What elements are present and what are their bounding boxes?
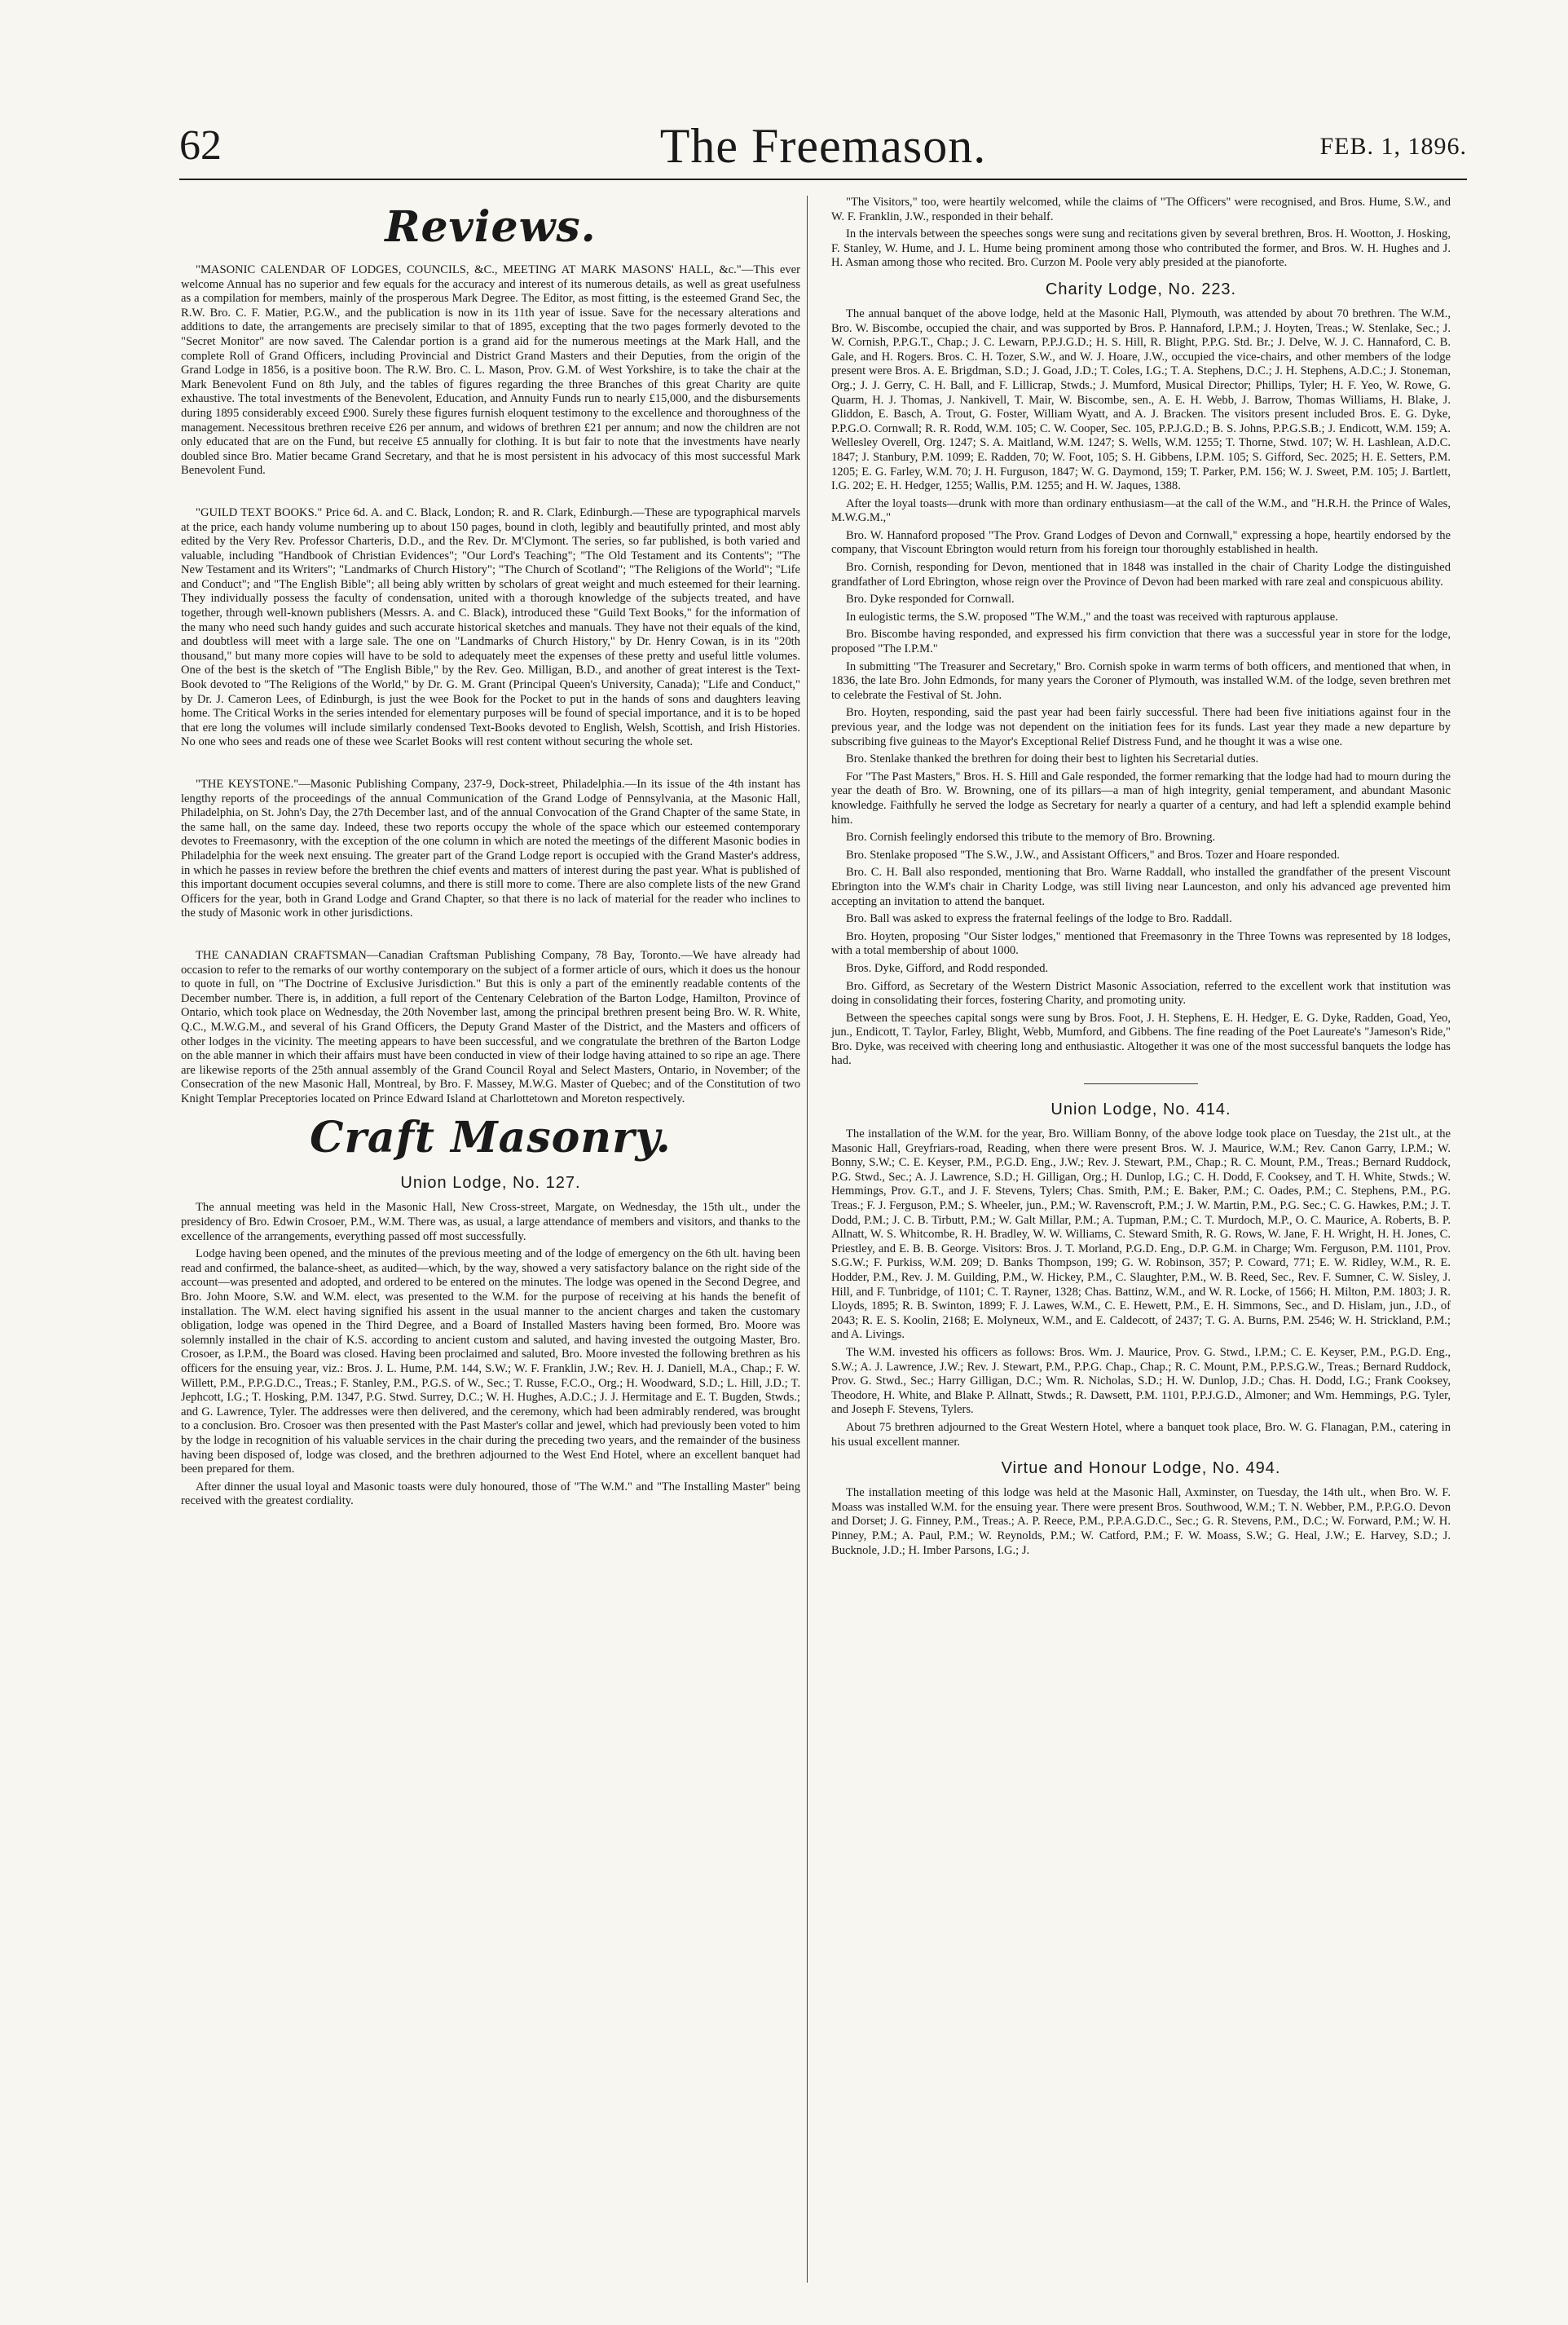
article-paragraph: The installation of the W.M. for the year, Bro. William Bonny, of the above lodge took place on Tuesday, the 21st ult., at the Masonic Hall, Greyfriars-road, Reading, when there were present Bros. W. J. Maurice, W.M.; Rev. Canon Garry, I.P.M.; W. Bonny, S.W.; C. E. Keyser, P.M., P.G.D. Eng., J.W.; Rev. J. Stewart, P.M., Chap.; R. C. Mount, P.M., Treas.; Bernard Ruddock, P.G. Stwd., Sec.; A. J. Lawrence, S.D.; H. Gilligan, Org.; H. Dunlop, I.G.; C. H. Dodd, F. Cooksey, and T. H. White, Stwds.; W. Hemmings, Prov. G.T., and J. F. Stevens, Tylers; Chas. Smith, P.M.; E. Baker, P.M.; C. Oades, P.M.; C. Stephens, P.M., P.G. Treas.; F. J. Ferguson, P.M.; S. Wheeler, jun., P.M.; W. Ravenscroft, P.M.; J. W. Martin, P.M., P.G. Sec.; C. G. Hawkes, P.M.; J. T. Dodd, P.M.; J. C. B. Tirbutt, P.M.; W. Galt Millar, P.M.; A. Tupman, P.M.; C. T. Murdoch, M.P., O. C. Maurice, A. Roberts, B. P. Allnatt, W. S. Whitcombe, R. H. Bradley, W. W. Williams, C. Steward Smith, R. G. Rows, W. Jane, F. H. Wright, H. H. Jones, C. Priestley, and E. B. B. George. Visitors: Bros. J. T. Morland, P.G.D. Eng., D.P. G.M. in Charge; Wm. Ferguson, P.M. 1101, Prov. S.G.W.; F. Purkiss, W.M. 209; D. Banks Thompson, 199; G. W. Robinson, 357; P. Coward, 771; E. W. Ridley, W.M., R. E. Hodder, P.M., Rev. J. M. Guilding, P.M., W. Hickey, P.M., C. Slaughter, P.M., W. B. Reed, Sec., Rev. F. Sumner, C. W. Sisley, J. Hill, and F. Tunbridge, of 1101; C. T. Rayner, 1328; Chas. Battinz, W.M., and W. R. Locke, of 1566; H. Milton, P.M. 1803; J. R. Lloyds, 1895; R. B. Swinton, 1899; F. J. Lawes, W.M., C. E. Hewett, P.M., E. H. Simmons, Sec., and D. Hislam, jun., J.D., of 2043; R. E. S. Koolin, 2168; E. Molyneux, W.M., and E. Caldecott, of 2437; T. G. A. Burns, P.M. 2546; W. H. Strickland, P.M.; and A. Livings. [831,1127,1451,1342]
reviews-heading: Reviews. [385,202,597,252]
article-paragraph: The annual banquet of the above lodge, held at the Masonic Hall, Plymouth, was attended by about 70 brethren. The W.M., Bro. W. Biscombe, occupied the chair, and was supported by Bros. P. Hannaford, I.P.M.; J. Hoyten, Treas.; W. Stenlake, Sec.; J. W. Cornish, P.P.G.T., Chap.; J. C. Lewarn, P.P.J.G.D.; H. S. Hill, R. Blight, P.P.G. Std. Br.; J. Delve, W. J. C. Hannaford, C. B. Gale, and H. Rogers. Bros. C. H. Tozer, S.W., and W. J. Hoare, J.W., occupied the vice-chairs, and other members of the lodge present were Bros. A. E. Brigdman, S.D.; J. Goad, J.D.; T. Coles, I.G.; T. A. Stephens, D.C.; J. H. Stephens, A.D.C.; J. Stoneman, Org.; J. J. Gerry, C. H. Ball, and F. Lillicrap, Stwds.; J. Mumford, Musical Director; Phillips, Tyler; H. F. Yeo, W. Rowe, G. Quarm, H. J. Thomas, J. Nankivell, T. Mair, W. Biscombe, sen., A. E. H. Webb, J. Barrow, Thomas Williams, H. Blake, J. Gliddon, E. Basch, A. Trout, G. Foster, William Wyatt, and A. J. Bracken. The visitors present included Bros. E. G. Dyke, P.P.G.O. Cornwall; R. R. Rodd, W.M. 105; C. W. Cooper, Sec. 105, P.P.J.G.D.; B. S. Johns, P.P.G.S.B.; J. Endicott, W.M. 159; A. Wellesley Overell, Org. 1247; S. A. Maitland, W.M. 1247; S. Wells, W.M. 1255; T. Thorne, Stwd. 107; W. H. Lashlean, A.D.C. 1847; J. Stanbury, P.M. 1099; E. Radden, 70; W. Foot, 105; S. H. Gibbens, I.P.M. 105; S. Gifford, Sec. 2025; H. E. Setters, P.M. 1205; E. G. Farley, W.M. 70; J. H. Furguson, 1847; W. G. Daymond, 159; T. Parker, P.M. 156; W. J. Sweet, P.M. 105; J. Bartlett, I.G. 202; E. H. Hedger, 1255; Wallis, P.M. 1255; and H. W. Jaques, 1388. [831,307,1451,493]
article-paragraph: Bro. C. H. Ball also responded, mentioning that Bro. Warne Raddall, who installed the grandfather of the present Viscount Ebrington into the W.M's chair in Charity Lodge, was still living near Launceston, and only his advanced age prevented him accepting an invitation to attend the banquet. [831,866,1451,908]
article-paragraph: Bro. Biscombe having responded, and expressed his firm conviction that there was a successful year in store for the lodge, proposed "The I.P.M." [831,628,1451,656]
section-rule [1084,1083,1198,1084]
article-paragraph: Bro. Cornish feelingly endorsed this tribute to the memory of Bro. Browning. [846,831,1216,845]
article-paragraph: In submitting "The Treasurer and Secretary," Bro. Cornish spoke in warm terms of both officers, and mentioned that when, in 1836, the late Bro. John Edmonds, for many years the Coroner of Plymouth, was installed W.M. of the lodge, seven brethren met to celebrate the Festival of St. John. [831,660,1451,702]
article-paragraph: The installation meeting of this lodge was held at the Masonic Hall, Axminster, on Tuesday, the 14th ult., when Bro. W. F. Moass was installed W.M. for the ensuing year. There were present Bros. Southwood, W.M.; T. N. Webber, P.M., P.P.G.O. Devon and Dorset; J. G. Finney, P.M., Treas.; A. P. Reece, P.M., P.P.A.G.D.C., Sec.; G. R. Stevens, P.M., D.C.; W. Forward, P.M.; W. H. Pinney, P.M.; A. Paul, P.M.; W. Reynolds, P.M.; W. Catford, P.M.; F. W. Moass, S.W.; G. Heal, J.W.; E. Harvey, S.D.; J. Bucknole, J.D.; H. Imber Parsons, I.G.; J. [831,1486,1451,1557]
article-paragraph: The annual meeting was held in the Masonic Hall, New Cross-street, Margate, on Wednesday, the 15th ult., under the presidency of Bro. Edwin Crosoer, P.M., W.M. There was, as usual, a large attendance of members and visitors, and thanks to the excellence of the arrangements, everything passed off most successfully. [181,1201,800,1243]
article-paragraph: "The Visitors," too, were heartily welcomed, while the claims of "The Officers" were recognised, and Bros. Hume, S.W., and W. F. Franklin, J.W., responded in their behalf. [831,196,1451,223]
article-paragraph: Bro. Hoyten, responding, said the past year had been fairly successful. There had been five initiations against four in the previous year, and the lodge was not dependent on the initiation fees for its funds. Last year they made a new departure by subscribing five guineas to the Mayor's Exceptional Relief Distress Fund, and he thought it was a wise one. [831,706,1451,748]
article-paragraph: In the intervals between the speeches songs were sung and recitations given by several brethren, Bros. H. Wootton, J. Hosking, F. Stanley, W. Hume, and J. L. Hume being prominent among those who contributed the former, and Bros. W. H. Hughes and J. H. Asman among those who recited. Bro. Curzon M. Poole very ably presided at the pianoforte. [831,227,1451,270]
article-paragraph: Bro. Hoyten, proposing "Our Sister lodges," mentioned that Freemasonry in the Three Towns was represented by 18 lodges, with a total membership of about 1000. [831,929,1451,958]
newspaper-title: The Freemason. [659,119,987,173]
section-heading: Virtue and Honour Lodge, No. 494. [1001,1459,1281,1478]
left-column [181,196,800,1512]
article-paragraph: For "The Past Masters," Bros. H. S. Hill and Gale responded, the former remarking that the lodge had had to mourn during the year the death of Bro. W. Browning, one of its pillars—a man of high integrity, genial temperament, and abundant Masonic knowledge. Faithfully he served the lodge as Secretary for nearly a quarter of a century, and had left a splendid example behind him. [831,770,1451,827]
page-number: 62 [179,122,222,169]
section-heading: Union Lodge, No. 127. [400,1174,581,1193]
column-divider [807,196,808,2283]
issue-date: FEB. 1, 1896. [1319,133,1467,160]
article-paragraph: Bro. Stenlake proposed "The S.W., J.W., and Assistant Officers," and Bros. Tozer and Hoare responded. [846,848,1340,862]
article-paragraph: Bros. Dyke, Gifford, and Rodd responded. [846,961,1049,975]
masthead [179,118,1467,183]
article-paragraph: After dinner the usual loyal and Masonic toasts were duly honoured, those of "The W.M." and "The Installing Master" being received with the greatest cordiality. [181,1480,800,1508]
review-paragraph: "THE KEYSTONE."—Masonic Publishing Company, 237-9, Dock-street, Philadelphia.—In its issue of the 4th instant has lengthy reports of the proceedings of the annual Communication of the Grand Lodge of Pennsylvania, at the Masonic Hall, Philadelphia, on St. John's Day, the 27th December last, and of the annual Convocation of the Grand Chapter of the same State, in the same hall, on the same day. Indeed, these two reports occupy the whole of the space which our esteemed contemporary devotes to Freemasonry, with the exception of the one column in which are noted the meetings of the different Masonic bodies in Philadelphia for the week next ensuing. The greater part of the Grand Lodge report is occupied with the Grand Master's address, in which he passes in review before the brethren the chief events and matters of interest during the past year. What is published of this important document occupies several columns, and there is still more to come. There are also complete lists of the new Grand Officers for the year, both in Grand Lodge and Grand Chapter, so that there is no lack of material for the reader who inclines to the study of Masonic work in other jurisdictions. [181,778,800,920]
article-paragraph: In eulogistic terms, the S.W. proposed "The W.M.," and the toast was received with rapturous applause. [846,610,1338,624]
craft-masonry-heading: Craft Masonry. [310,1113,672,1163]
review-paragraph: THE CANADIAN CRAFTSMAN—Canadian Craftsman Publishing Company, 78 Bay, Toronto.—We have already had occasion to refer to the remarks of our worthy contemporary on the subject of a former article of ours, which it does us the honour to quote in full, on "The Doctrine of Exclusive Jurisdiction." But this is only a part of the eminently readable contents of the December number. There is, in addition, a full report of the Centenary Celebration of the Barton Lodge, Hamilton, Province of Ontario, which took place on Wednesday, the 20th November last, among the principal brethren present being Bro. W. R. White, Q.C., M.W.G.M., and several of his Grand Officers, the Deputy Grand Master of the District, and the Masters and officers of other lodges in the vicinity. The meeting appears to have been successful, and we congratulate the brethren of the Barton Lodge on the able manner in which their affairs must have been conducted in view of their lodge having attained to so ripe an age. There are likewise reports of the 25th annual assembly of the Grand Council Royal and Select Masters, Ontario, in November; of the Consecration of the new Masonic Hall, Montreal, by Bro. F. Massey, M.W.G. Master of Quebec; and of the Constitution of two Knight Templar Preceptories located on Prince Edward Island at Charlottetown and Moreton respectively. [181,948,800,1105]
right-column [831,196,1451,1561]
article-paragraph: The W.M. invested his officers as follows: Bros. Wm. J. Maurice, Prov. G. Stwd., I.P.M.; C. E. Keyser, P.M., P.G.D. Eng., S.W.; A. J. Lawrence, J.W.; Rev. J. Stewart, P.M., P.P.G. Chap., Chap.; R. C. Mount, P.M., P.P.S.G.W., Treas.; Bernard Ruddock, Prov. G. Stwd., Sec.; Harry Gilligan, D.C.; Wm. R. Nicholas, S.D.; H. W. Dunlop, J.D.; Chas. H. Dodd, I.G.; Frank Cooksey, Theodore, H. White, and Blake P. Allnatt, Stwds.; R. Dawsett, P.M. 1101, P.P.J.G.D., Almoner; and Wm. Hemmings, P.G. Tyler, and Joseph F. Stevens, Tylers. [831,1345,1451,1417]
article-paragraph: Between the speeches capital songs were sung by Bros. Foot, J. H. Stephens, E. H. Hedger, E. G. Dyke, Radden, Goad, Yeo, jun., Endicott, T. Taylor, Farley, Blight, Webb, Mumford, and Gibbens. The fine reading of the Poet Laureate's "Jameson's Ride," Bro. Dyke, was received with cheering long and enthusiastic. Altogether it was one of the most successful banquets the lodge has had. [831,1011,1451,1068]
section-heading: Union Lodge, No. 414. [1050,1101,1231,1119]
charity-lodge-article [831,307,1451,1069]
article-paragraph: After the loyal toasts—drunk with more than ordinary enthusiasm—at the call of the W.M., and "H.R.H. the Prince of Wales, M.W.G.M.," [831,496,1451,525]
article-paragraph: Bro. Stenlake thanked the brethren for doing their best to lighten his Secretarial duties. [846,752,1259,766]
review-paragraph: "GUILD TEXT BOOKS." Price 6d. A. and C. Black, London; R. and R. Clark, Edinburgh.—These are typographical marvels at the price, each handy volume numbering up to about 150 pages, bound in cloth, legibly and beautifully printed, and most ably edited by the Very Rev. Professor Charteris, D.D., and the Rev. Dr. M'Clymont. The series, so far published, is both varied and valuable, including "Handbook of Christian Evidences"; "Our Lord's Teaching"; "The Old Testament and its Contents"; "The New Testament and its Writers"; "Landmarks of Church History"; "The Church of Scotland"; "The Religions of the World"; "Life and Conduct"; and "The English Bible"; all being ably written by scholars of great weight and much esteemed for their learning. They individually possess the faculty of condensation, united with a thorough knowledge of the subjects treated, and have together, through well-known publishers (Messrs. A. and C. Black), introduced these "Guild Text Books," for the information of the many who need such handy guides and such accurate historical sketches and manuals. They have not their equals of the kind, and doubtless will meet with a large sale. The one on "Landmarks of Church History," by Dr. Henry Cowan, is in its "20th thousand," but many more copies will have to be sold to adequately meet the expenses of these pretty and useful little volumes. One of the best is the sketch of "The English Bible," by the Rev. Geo. Milligan, B.D., and another of great interest is the Text-Book devoted to "The Religions of the World," by Dr. G. M. Grant (Principal Queen's University, Canada); "Life and Conduct," by Dr. J. Cameron Lees, of Edinburgh, is just the wee Book for the Pocket to put in the hands of sons and daughters leaving home. The Critical Works in the series intended for elementary purposes will be found of special importance, and it is to be hoped that ere long the volumes will include similarly condensed Text-Books devoted to English, Welsh, Scottish, and Irish Histories. No one who sees and reads one of these wee Scarlet Books will rest content without securing the whole set. [181,505,800,749]
masthead-rule [179,179,1467,180]
article-paragraph: Lodge having been opened, and the minutes of the previous meeting and of the lodge of emergency on the 6th ult. having been read and confirmed, the balance-sheet, as audited—which, by the way, showed a very satisfactory balance on the right side of the account—was presented and adopted, and ordered to be entered on the minutes. The lodge was opened in the Second Degree, and Bro. John Moore, S.W. and W.M. elect, was presented to the W.M. for the purpose of receiving at his hands the benefit of installation. The W.M. elect having signified his assent in the usual manner to the ancient charges and taken the customary obligation, lodge was opened in the Third Degree, and a Board of Installed Masters having been formed, Bro. Moore was solemnly installed in the chair of K.S. according to ancient custom and saluted, and having invested the outgoing Master, Bro. Crosoer, as I.P.M., the Board was closed. Having been proclaimed and saluted, Bro. Moore invested the following brethren as his officers for the ensuing year, viz.: Bros. J. L. Hume, P.M. 144, S.W.; W. F. Franklin, J.W.; Rev. H. J. Daniell, M.A., Chap.; F. W. Willett, P.M., P.P.G.D.C., Treas.; F. Stanley, P.M., P.G.S. of W., Sec.; T. Russe, F.C.O., Org.; H. Woodward, S.D.; L. Hill, J.D.; T. Jephcott, I.G.; T. Hosking, P.M. 1347, P.G. Stwd. Surrey, D.C.; W. H. Hughes, A.D.C.; J. J. Hermitage and E. T. Bugden, Stwds.; and G. Lawrence, Tyler. The addresses were then delivered, and the ceremony, which had been admirably rendered, was brought to a conclusion. Bro. Crosoer was then presented with the Past Master's collar and jewel, which had previously been voted to him by the lodge in recognition of his valuable services in the chair during the preceding two years, and the remainder of the business having been disposed of, lodge was closed, and the brethren adjourned to the West End Hotel, where an excellent banquet had been prepared for them. [181,1247,800,1476]
article-paragraph: Bro. Ball was asked to express the fraternal feelings of the lodge to Bro. Raddall. [846,912,1232,926]
article-paragraph: About 75 brethren adjourned to the Great Western Hotel, where a banquet took place, Bro. W. G. Flanagan, P.M., catering in his usual excellent manner. [831,1420,1451,1449]
article-paragraph: Bro. Cornish, responding for Devon, mentioned that in 1848 was installed in the chair of Charity Lodge the distinguished grandfather of Lord Ebrington, whose reign over the Province of Devon had been marked with rare zeal and conspicuous ability. [831,561,1451,589]
section-heading: Charity Lodge, No. 223. [1045,280,1237,298]
review-paragraph: "MASONIC CALENDAR OF LODGES, COUNCILS, &C., MEETING AT MARK MASONS' HALL, &c."—This ever welcome Annual has no superior and few equals for the accuracy and interest of its numerous details, as well as great usefulness as a compilation for members, mainly of the prosperous Mark Degree. The Editor, as most fitting, is the esteemed Grand Sec, the R.W. Bro. C. F. Matier, P.G.W., and the publication is now in its 11th year of issue. Save for the necessary alterations and additions to date, the arrangements are precisely similar to that of 1895, excepting that the two pages formerly devoted to the "Secret Monitor" are now saved. The Calendar portion is a grand aid for the numerous meetings at the Mark Hall, and the complete Roll of Grand Officers, including Provincial and District Grand Masters and their Deputies, from the origin of the Grand Lodge in 1856, is a positive boon. The R.W. Bro. C. L. Mason, Prov. G.M. of West Yorkshire, is to take the chair at the Mark Benevolent Fund on 8th July, and the tables of figures regarding the three Branches of this great Charity are quite exhaustive. The total investments of the Benevolent, Education, and Annuity Funds run to nearly £15,000, and the disbursements during 1895 considerably exceed £900. Surely these figures furnish eloquent testimony to the excellence and thoroughness of the management. Necessitous brethren receive £26 per annum, and widows of brethren £21 per annum; and now the children are not only educated that are on the Fund, but receive £5 annually for clothing. It is but fair to note that the investments have nearly doubled since Bro. Matier became Grand Secretary, and that he is most persistent in his advocacy of this most successful Mark Benevolent Fund. [181,263,800,478]
article-paragraph: Bro. W. Hannaford proposed "The Prov. Grand Lodges of Devon and Cornwall," expressing a hope, heartily endorsed by the company, that Viscount Ebrington would return from his foreign tour thoroughly established in health. [831,528,1451,557]
article-paragraph: Bro. Dyke responded for Cornwall. [846,593,1015,607]
article-paragraph: Bro. Gifford, as Secretary of the Western District Masonic Association, referred to the excellent work that institution was doing in consolidating their forces, fostering Charity, and promoting unity. [831,979,1451,1008]
